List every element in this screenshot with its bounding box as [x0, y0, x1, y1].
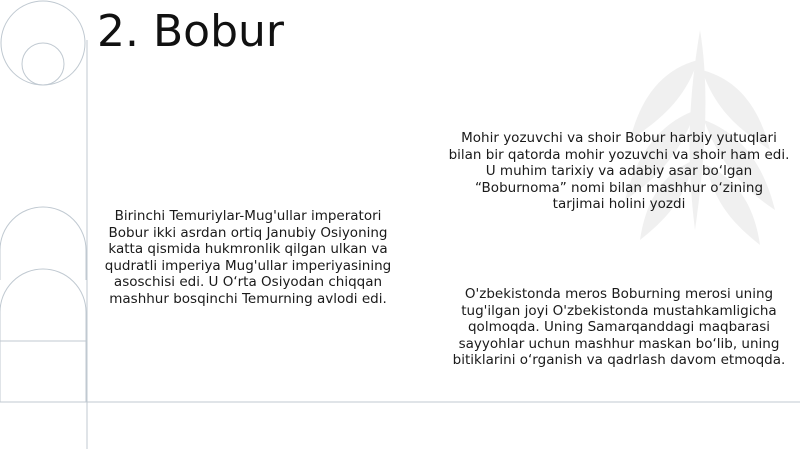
left-paragraph: Birinchi Temuriylar-Mug'ullar imperatori Bobur ikki asrdan ortiq Janubiy Osiyoning katta qismida hukmronlik qilgan ulkan va qudratli imperiya Mug'ullar imperiyasining asoschisi edi. U O‘rta Osiyodan chiqqan mashhur bosqinchi Temurning avlodi edi.	[104, 208, 392, 307]
right-paragraph-top: Mohir yozuvchi va shoir Bobur harbiy yutuqlari bilan bir qatorda mohir yozuvchi va shoir ham edi. U muhim tarixiy va adabiy asar bo‘lgan “Boburnoma” nomi bilan mashhur o‘zining tarjimai holini yozdi	[448, 130, 790, 212]
slide-title: 2. Bobur	[97, 6, 284, 57]
inner-circle	[22, 43, 64, 85]
lower-arch	[0, 269, 86, 402]
right-paragraph-bottom: O'zbekistonda meros Boburning merosi uning tug'ilgan joyi O'zbekistonda mustahkamligicha qolmoqda. Uning Samarqanddagi maqbarasi sayyohlar uchun mashhur maskan bo‘lib, uning bitiklarini o‘rganish va qadrlash davom etmoqda.	[452, 286, 786, 368]
